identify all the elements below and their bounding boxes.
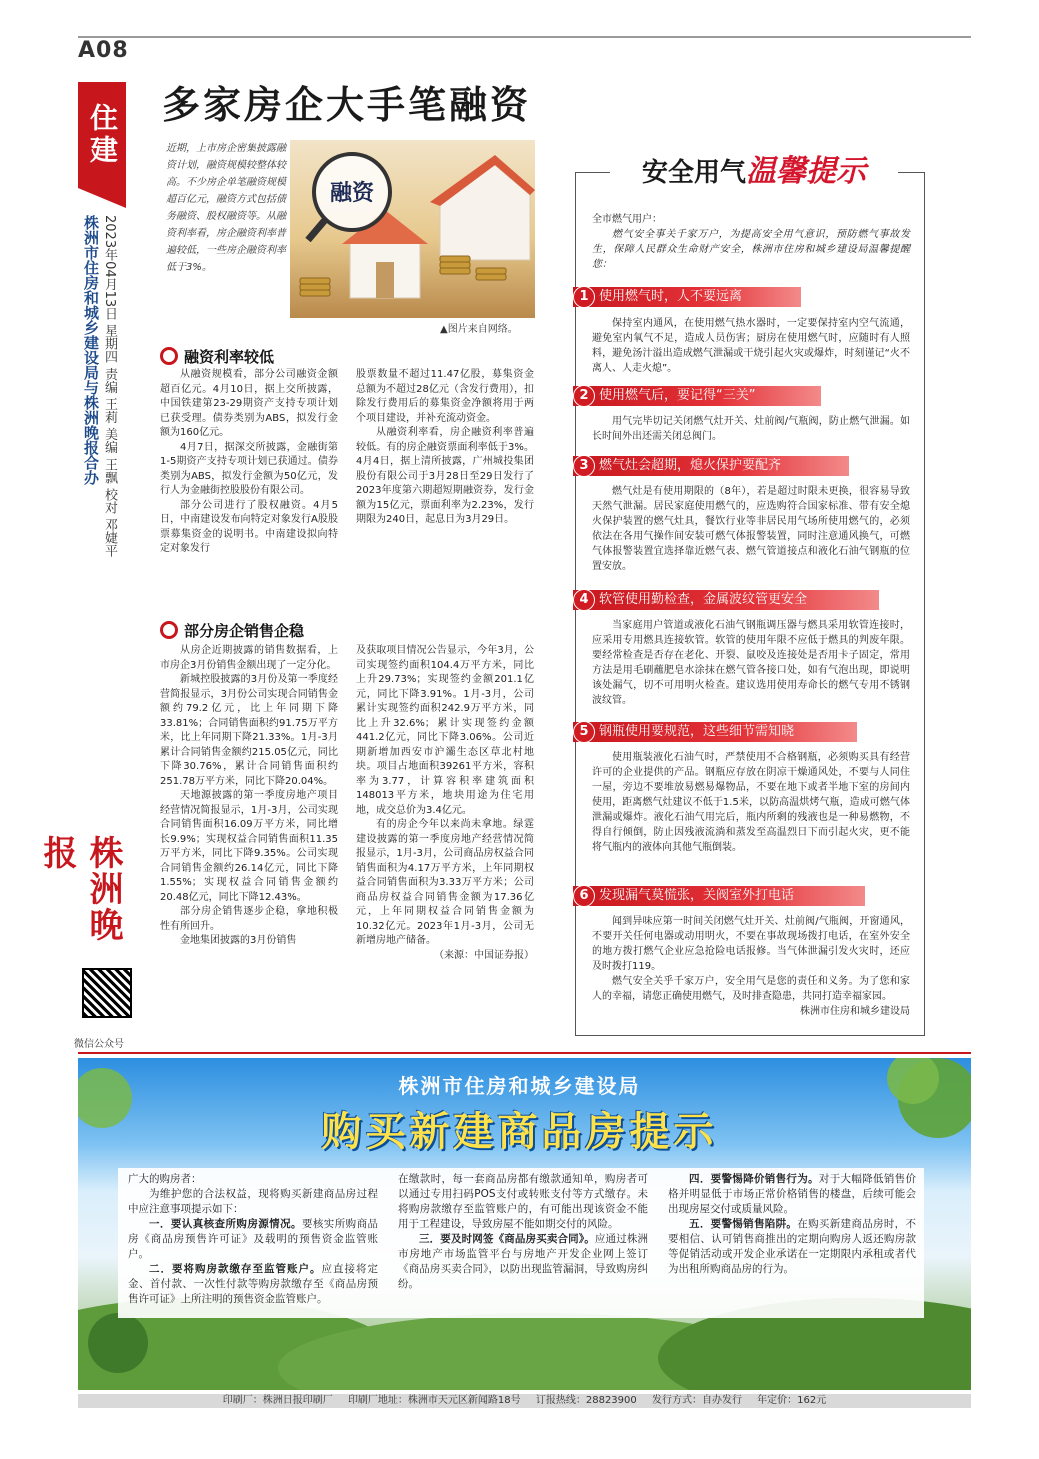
paragraph: 保持室内通风，在使用燃气热水器时，一定要保持室内空气流通，避免室内氧气不足，造成人员伤害；厨房在使用燃气时，应随时有人照料，避免汤汁溢出造成燃气泄漏或干烧引起火灾或爆炸，时刻谨记“火不离人、人走火熄”。	[592, 318, 910, 374]
qr-code[interactable]	[82, 968, 132, 1018]
paragraph: 使用瓶装液化石油气时，严禁使用不合格钢瓶，必须购买具有经营许可的企业提供的产品。钢瓶应存放在阴凉干燥通风处，不要与人同住一屋，旁边不要堆放易燃易爆物品，不要在地下或者半地下室的房间内使用，距离燃气灶建议不低于1.5米，以防高温烘烤气瓶，造成可燃气体泄漏或爆炸。液化石油气用完后，瓶内所剩的残液也是一种易燃物，不得自行倾倒，防止因残液流淌和蒸发至高温烈日下而引起火灾，更不能将气瓶内的液体向其他气瓶倒装。	[592, 752, 910, 853]
tip-number-badge: 2	[573, 385, 595, 407]
section2-right-column	[356, 644, 534, 963]
issue-meta	[82, 215, 118, 815]
ad-column-2	[398, 1172, 648, 1292]
ad-point-heading: 二．要将购房款缴存至监管账户。	[149, 1263, 322, 1275]
paragraph: 燃气安全关乎千家万户，安全用气是您的责任和义务。为了您和家人的幸福，请您正确使用燃气，及时排查隐患，共同打造幸福家园。	[592, 976, 910, 1002]
footer-distribution: 发行方式：自办发行	[651, 1395, 742, 1406]
tip-1-header	[573, 287, 801, 307]
tip-number-badge: 6	[573, 885, 595, 907]
subhead-text: 部分房企销售企稳	[184, 622, 305, 640]
tip-4-header	[573, 590, 879, 610]
photo-caption: ▲图片来自网络。	[440, 324, 518, 335]
paragraph: 为维护您的合法权益，现将购买新建商品房过程中应注意事项提示如下：	[128, 1188, 378, 1215]
ad-point-text: 对于大幅降低销售价格并明显低于市场正常价格销售的楼盘，后续可能会出现房屋交付或质量风险。	[668, 1173, 917, 1215]
ad-salutation: 广大的购房者：	[128, 1173, 202, 1185]
paragraph: 在缴款时，每一套商品房都有缴款通知单，购房者可以通过专用扫码POS支付或转账支付等方式缴存。未将购房款缴存至监管账户的，有可能出现该资金不能用于工程建设，导致房屋不能如期交付的风险。	[398, 1173, 648, 1230]
tips-greeting: 全市燃气用户：	[592, 214, 662, 225]
footer-price: 年定价：162元	[757, 1395, 827, 1406]
ad-point-heading: 四．要警惕降价销售行为。	[689, 1173, 819, 1185]
tip-2-body	[592, 414, 910, 444]
section1-right-column	[356, 368, 534, 528]
qr-label: 微信公众号	[74, 1039, 124, 1050]
paragraph: 从房企近期披露的销售数据看，上市房企3月份销售金额出现了一定分化。	[160, 645, 338, 671]
tips-signature: 株洲市住房和城乡建设局	[800, 1006, 910, 1017]
footer-hotline: 订报热线：28823900	[535, 1395, 637, 1406]
paragraph: 新城控股披露的3月份及第一季度经营简报显示，3月份公司实现合同销售金额约79.2亿元，比上年同期下降33.81%；合同销售面积约91.75万平方米，比上年同期下降21.33%。1月-3月累计合同销售金额约215.05亿元，同比下降30.76%，累计合同销售面积约251.78万平方米，同比下降20.04%。	[160, 674, 338, 787]
ad-column-3	[668, 1172, 916, 1277]
ring-bullet-icon	[160, 621, 178, 639]
article-lead: 近期，上市房企密集披露融资计划，融资规模较整体较高。不少房企单笔融资规模超百亿元，融资方式包括债务融资、股权融资等。从融资利率看，房企融资利率普遍较低，一些房企融资利率低于3%。	[166, 143, 286, 273]
co-organizer-line: 株洲市住房和城乡建设局与株洲晚报合办	[82, 215, 100, 485]
ring-bullet-icon	[160, 347, 178, 365]
subhead-text: 融资利率较低	[184, 348, 275, 366]
ad-point-heading: 一．要认真核查所购房源情况。	[149, 1218, 302, 1230]
footer-address: 印刷厂地址：株洲市天元区新闻路18号	[347, 1395, 521, 1406]
houses-coins-illustration	[290, 140, 535, 318]
ad-organization: 株洲市住房和城乡建设局	[398, 1074, 641, 1098]
tip-5-body	[592, 750, 910, 855]
tip-title: 钢瓶使用要规范，这些细节需知晓	[599, 724, 795, 739]
tip-5-header	[573, 722, 857, 742]
tip-title: 软管使用勤检查，金属波纹管更安全	[599, 592, 808, 607]
safety-tips-title	[610, 152, 898, 192]
paragraph: 有的房企今年以来尚未拿地。绿霆建设披露的第一季度房地产经营情况简报显示，1月-3月，公司商品房权益合同销售面积为4.17万平方米，上年同期权益合同销售面积为3.33万平方米；公司商品房权益合同销售金额为17.36亿元，上年同期权益合同销售金额为10.32亿元。2023年1月-3月，公司无新增房地产储备。	[356, 819, 534, 946]
tips-intro-text: 燃气安全事关千家万户，为提高安全用气意识，预防燃气事故发生，保障人民群众生命财产安全，株洲市住房和城乡建设局温馨提醒您：	[592, 229, 910, 270]
paragraph: 及获取项目情况公告显示，今年3月，公司实现签约面积104.4万平方米，同比上升29.73%；实现签约金额201.1亿元，同比下降3.91%。1月-3月，公司累计实现签约面积242.9万平方米，同比上升32.6%；累计实现签约金额441.2亿元，同比下降3.06%。公司近期新增加西安市沪灞生态区草北村地块。项目占地面积39261平方米，容积率为3.77，计算容积率建筑面积148013平方米，地块用途为住宅用地，成交总价为3.4亿元。	[356, 645, 534, 816]
tip-4-body	[592, 618, 910, 708]
subhead-financing-rate	[160, 346, 274, 367]
tip-title: 燃气灶会超期，熄火保护要配齐	[599, 458, 782, 473]
ad-point-text: 要核实所购商品房《商品房预售许可证》及载明的预售资金监管账户。	[128, 1218, 379, 1260]
paragraph: 从融资规模看，部分公司融资金额超百亿元。4月10日，据上交所披露，中国铁建第23-29期资产支持专项计划已获受理。债券类别为ABS，拟发行金额为160亿元。	[160, 369, 338, 438]
paragraph: 用气完毕切记关闭燃气灶开关、灶前阀/气瓶阀，防止燃气泄漏。如长时间外出还需关闭总阀门。	[592, 416, 910, 442]
paragraph: 部分房企销售逐步企稳，拿地积极性有所回升。	[160, 906, 338, 932]
tips-title-prefix: 安全用气	[641, 158, 746, 188]
tip-number-badge: 4	[573, 589, 595, 611]
footer-printer: 印刷厂：株洲日报印刷厂	[222, 1395, 333, 1406]
ad-column-1	[128, 1172, 378, 1307]
section-tab-decoration	[78, 188, 126, 208]
ad-point-text: 在购买新建商品房时，不要相信、认可销售商推出的定期向购房人返还购房款等促销活动或开发企业承诺在一定期限内承租或者代为出租所购商品房的行为。	[668, 1218, 916, 1275]
tip-number-badge: 5	[573, 721, 595, 743]
article-headline: 多家房企大手笔融资	[162, 83, 532, 127]
section1-left-column	[160, 368, 338, 557]
tip-1-body	[592, 316, 910, 376]
photo-label: 融资	[330, 181, 375, 206]
ad-point-text: 应通过株洲市房地产市场监管平台与房地产开发企业网上签订《商品房买卖合同》，以防出现监管漏洞，导致购房纠纷。	[398, 1233, 649, 1290]
tip-6-header	[573, 886, 865, 906]
tip-title: 发现漏气莫慌张，关阀室外打电话	[599, 888, 795, 903]
top-rule	[78, 36, 971, 38]
paragraph: 股票数量不超过11.47亿股，募集资金总额为不超过28亿元（含发行费用），扣除发行费用后的募集资金净额将用于两个项目建设，并补充流动资金。	[356, 369, 534, 424]
tip-2-header	[573, 386, 821, 406]
issue-date-line: 2023年04月13日 星期四 责编 王莉 美编 王飘 校对 邓婕平	[102, 215, 117, 558]
ad-point-heading: 三．要及时网签《商品房买卖合同》。	[419, 1233, 595, 1245]
footer-bar	[78, 1394, 971, 1408]
tip-number-badge: 1	[573, 286, 595, 308]
tip-number-badge: 3	[573, 455, 595, 477]
paragraph: 4月7日，据深交所披露，金融街第1-5期资产支持专项计划已获通过。债券类别为ABS，拟发行金额为50亿元，发行人为金融街控股股份有限公司。	[160, 441, 338, 496]
paragraph: 闻到异味应第一时间关闭燃气灶开关、灶前阀/气瓶阀，开窗通风，不要开关任何电器或动用明火，不要在事故现场拨打电话，在室外安全的地方拨打燃气企业应急抢险电话报修。当气体泄漏引发火灾时，还应及时拨打119。	[592, 916, 910, 972]
paragraph: 当家庭用户管道或液化石油气钢瓶调压器与燃具采用软管连接时，应采用专用燃具连接软管。软管的使用年限不应低于燃具的判废年限。要经常检查是否存在老化、开裂、鼠咬及连接处是否用卡子固定，常用方法是用毛刷蘸肥皂水涂抹在燃气管各接口处，如有气泡出现，即说明该处漏气，切不可用明火检查。建议选用使用寿命长的燃气专用不锈钢波纹管。	[592, 620, 910, 706]
section2-left-column	[160, 644, 338, 949]
paragraph: 部分公司进行了股权融资。4月5日，中南建设发布向特定对象发行A股股票募集资金的说明书。中南建设拟向特定对象发行	[160, 499, 338, 554]
ad-point-heading: 五．要警惕销售陷阱。	[689, 1218, 798, 1230]
tips-title-emphasis: 温馨提示	[746, 154, 866, 189]
paragraph: 金地集团披露的3月份销售	[180, 935, 297, 946]
paragraph: 天地源披露的第一季度房地产项目经营情况简报显示，1月-3月，公司实现合同销售面积16.09万平方米，同比增长9.9%；实现权益合同销售面积11.35万平方米，同比下降9.35%。公司实现合同销售金额约26.14亿元，同比下降1.55%；实现权益合同销售金额约20.48亿元，同比下降12.43%。	[160, 790, 338, 903]
article-source: （来源：中国证券报）	[434, 949, 534, 961]
subhead-sales-stabilize	[160, 620, 304, 641]
newspaper-logo: 株洲晚报	[37, 835, 123, 943]
tip-title: 使用燃气时，人不要远离	[599, 289, 743, 304]
tip-3-body	[592, 484, 910, 574]
article-photo	[290, 140, 535, 318]
ad-title: 购买新建商品房提示	[321, 1109, 718, 1155]
page-number: A08	[78, 38, 129, 63]
paragraph: 从融资利率看，房企融资利率普遍较低。有的房企融资票面利率低于3%。4月4日，据上清所披露，广州城投集团股份有限公司于3月28日至29日发行了2023年度第六期超短期融资券，发行金额为15亿元，票面利率为2.23%，发行期限为240日，起息日为3月29日。	[356, 427, 534, 525]
ad-point-text: 应直接将定金、首付款、一次性付款等购房款缴存至《商品房预售许可证》上所注明的预售资金监管账户。	[128, 1263, 378, 1305]
tip-6-body	[592, 914, 910, 1019]
ad-divider	[78, 1052, 971, 1054]
tip-title: 使用燃气后，要记得“三关”	[599, 388, 756, 403]
tips-intro	[592, 212, 910, 272]
section-tab: 住建	[78, 82, 126, 188]
tip-3-header	[573, 456, 849, 476]
paragraph: 燃气灶是有使用期限的（8年），若是超过时限未更换，很容易导致天然气泄漏。居民家庭使用燃气的，应选购符合国家标准、带有安全熄火保护装置的燃气灶具，餐饮行业等非居民用气场所使用燃气的，必须依法在各用气操作间安装可燃气体报警装置，同时注意通风换气，可燃气体报警装置宜选择靠近燃气表、燃气管道接点和液化石油气钢瓶的位置安放。	[592, 486, 910, 572]
